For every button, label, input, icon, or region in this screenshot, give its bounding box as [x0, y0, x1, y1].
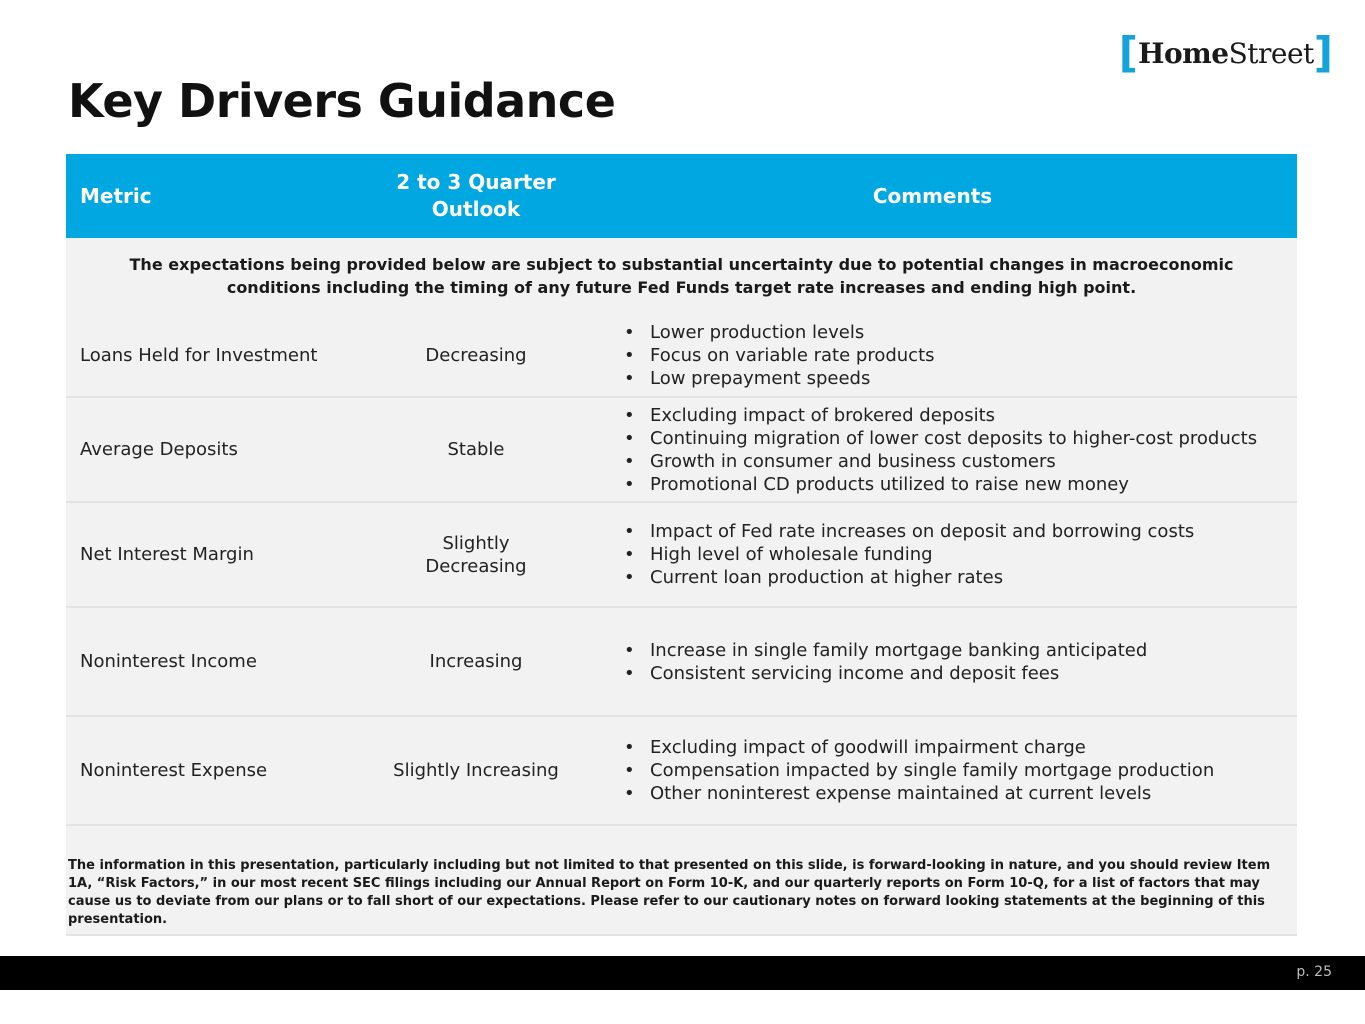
comment-item: • Excluding impact of brokered deposits — [622, 404, 1297, 427]
homestreet-logo — [1118, 28, 1333, 77]
row-outlook: Decreasing — [425, 344, 527, 366]
row-metric: Loans Held for Investment — [80, 344, 318, 366]
comment-item: • Growth in consumer and business customers — [622, 450, 1297, 473]
guidance-table — [66, 154, 1297, 826]
header-comments: Comments — [872, 184, 993, 208]
page-title: Key Drivers Guidance — [68, 74, 616, 128]
header-metric: Metric — [80, 184, 152, 208]
row-metric: Noninterest Expense — [80, 760, 268, 781]
forward-looking-disclaimer: The information in this presentation, particularly including but not limited to that presented on this slide, is forward-looking in nature, and you should review Item 1A, “Risk Factors,” in our most recent SEC filings including our Annual Report on Form 10-K, and our quarterly reports on Form 10-Q, for a list of factors that may cause us to deviate from our plans or to fall short of our expectations. Please refer to our cautionary notes on forward looking statements at the beginning of this presentation. — [66, 826, 1297, 936]
logo-bracket-left: [ — [1118, 28, 1138, 77]
row-metric: Noninterest Income — [80, 651, 257, 672]
comment-item: • Consistent servicing income and deposit fees — [622, 662, 1297, 685]
row-metric: Average Deposits — [80, 439, 238, 460]
row-outlook: Stable — [447, 439, 505, 460]
comment-item: • Excluding impact of goodwill impairment charge — [622, 736, 1297, 759]
logo-bracket-right: ] — [1313, 28, 1333, 77]
row-metric: Net Interest Margin — [80, 544, 254, 565]
uncertainty-notice: The expectations being provided below are subject to substantial uncertainty due to potential changes in macroeconomic conditions including the timing of any future Fed Funds target rate increases and ending high point. — [66, 238, 1297, 314]
comment-item: • Focus on variable rate products — [622, 344, 1297, 367]
footer-bar — [0, 956, 1365, 990]
row-comments — [568, 404, 1297, 496]
table-row — [66, 503, 1297, 608]
comment-item: • Other noninterest expense maintained at current levels — [622, 782, 1297, 805]
comment-item: • Low prepayment speeds — [622, 367, 1297, 390]
table-row — [66, 314, 1297, 398]
row-comments — [568, 736, 1297, 805]
comment-item: • Lower production levels — [622, 321, 1297, 344]
comment-item: • Compensation impacted by single family mortgage production — [622, 759, 1297, 782]
row-comments — [568, 321, 1297, 390]
row-outlook: Slightly Decreasing — [425, 532, 527, 577]
table-row — [66, 717, 1297, 826]
table-row — [66, 398, 1297, 503]
page-number: p. 25 — [1296, 964, 1332, 980]
comment-item: • Continuing migration of lower cost deposits to higher-cost products — [622, 427, 1297, 450]
row-outlook: Slightly Increasing — [393, 760, 559, 781]
logo-street: Street — [1228, 36, 1314, 70]
comment-item: • Impact of Fed rate increases on deposit and borrowing costs — [622, 520, 1297, 543]
row-comments — [568, 639, 1297, 685]
table-row — [66, 608, 1297, 717]
row-comments — [568, 520, 1297, 589]
comment-item: • Current loan production at higher rates — [622, 566, 1297, 589]
logo-home: Home — [1138, 36, 1229, 70]
row-outlook: Increasing — [429, 651, 523, 672]
header-outlook: 2 to 3 Quarter Outlook — [396, 170, 556, 221]
table-header — [66, 154, 1297, 238]
comment-item: • Promotional CD products utilized to raise new money — [622, 473, 1297, 496]
comment-item: • Increase in single family mortgage banking anticipated — [622, 639, 1297, 662]
comment-item: • High level of wholesale funding — [622, 543, 1297, 566]
